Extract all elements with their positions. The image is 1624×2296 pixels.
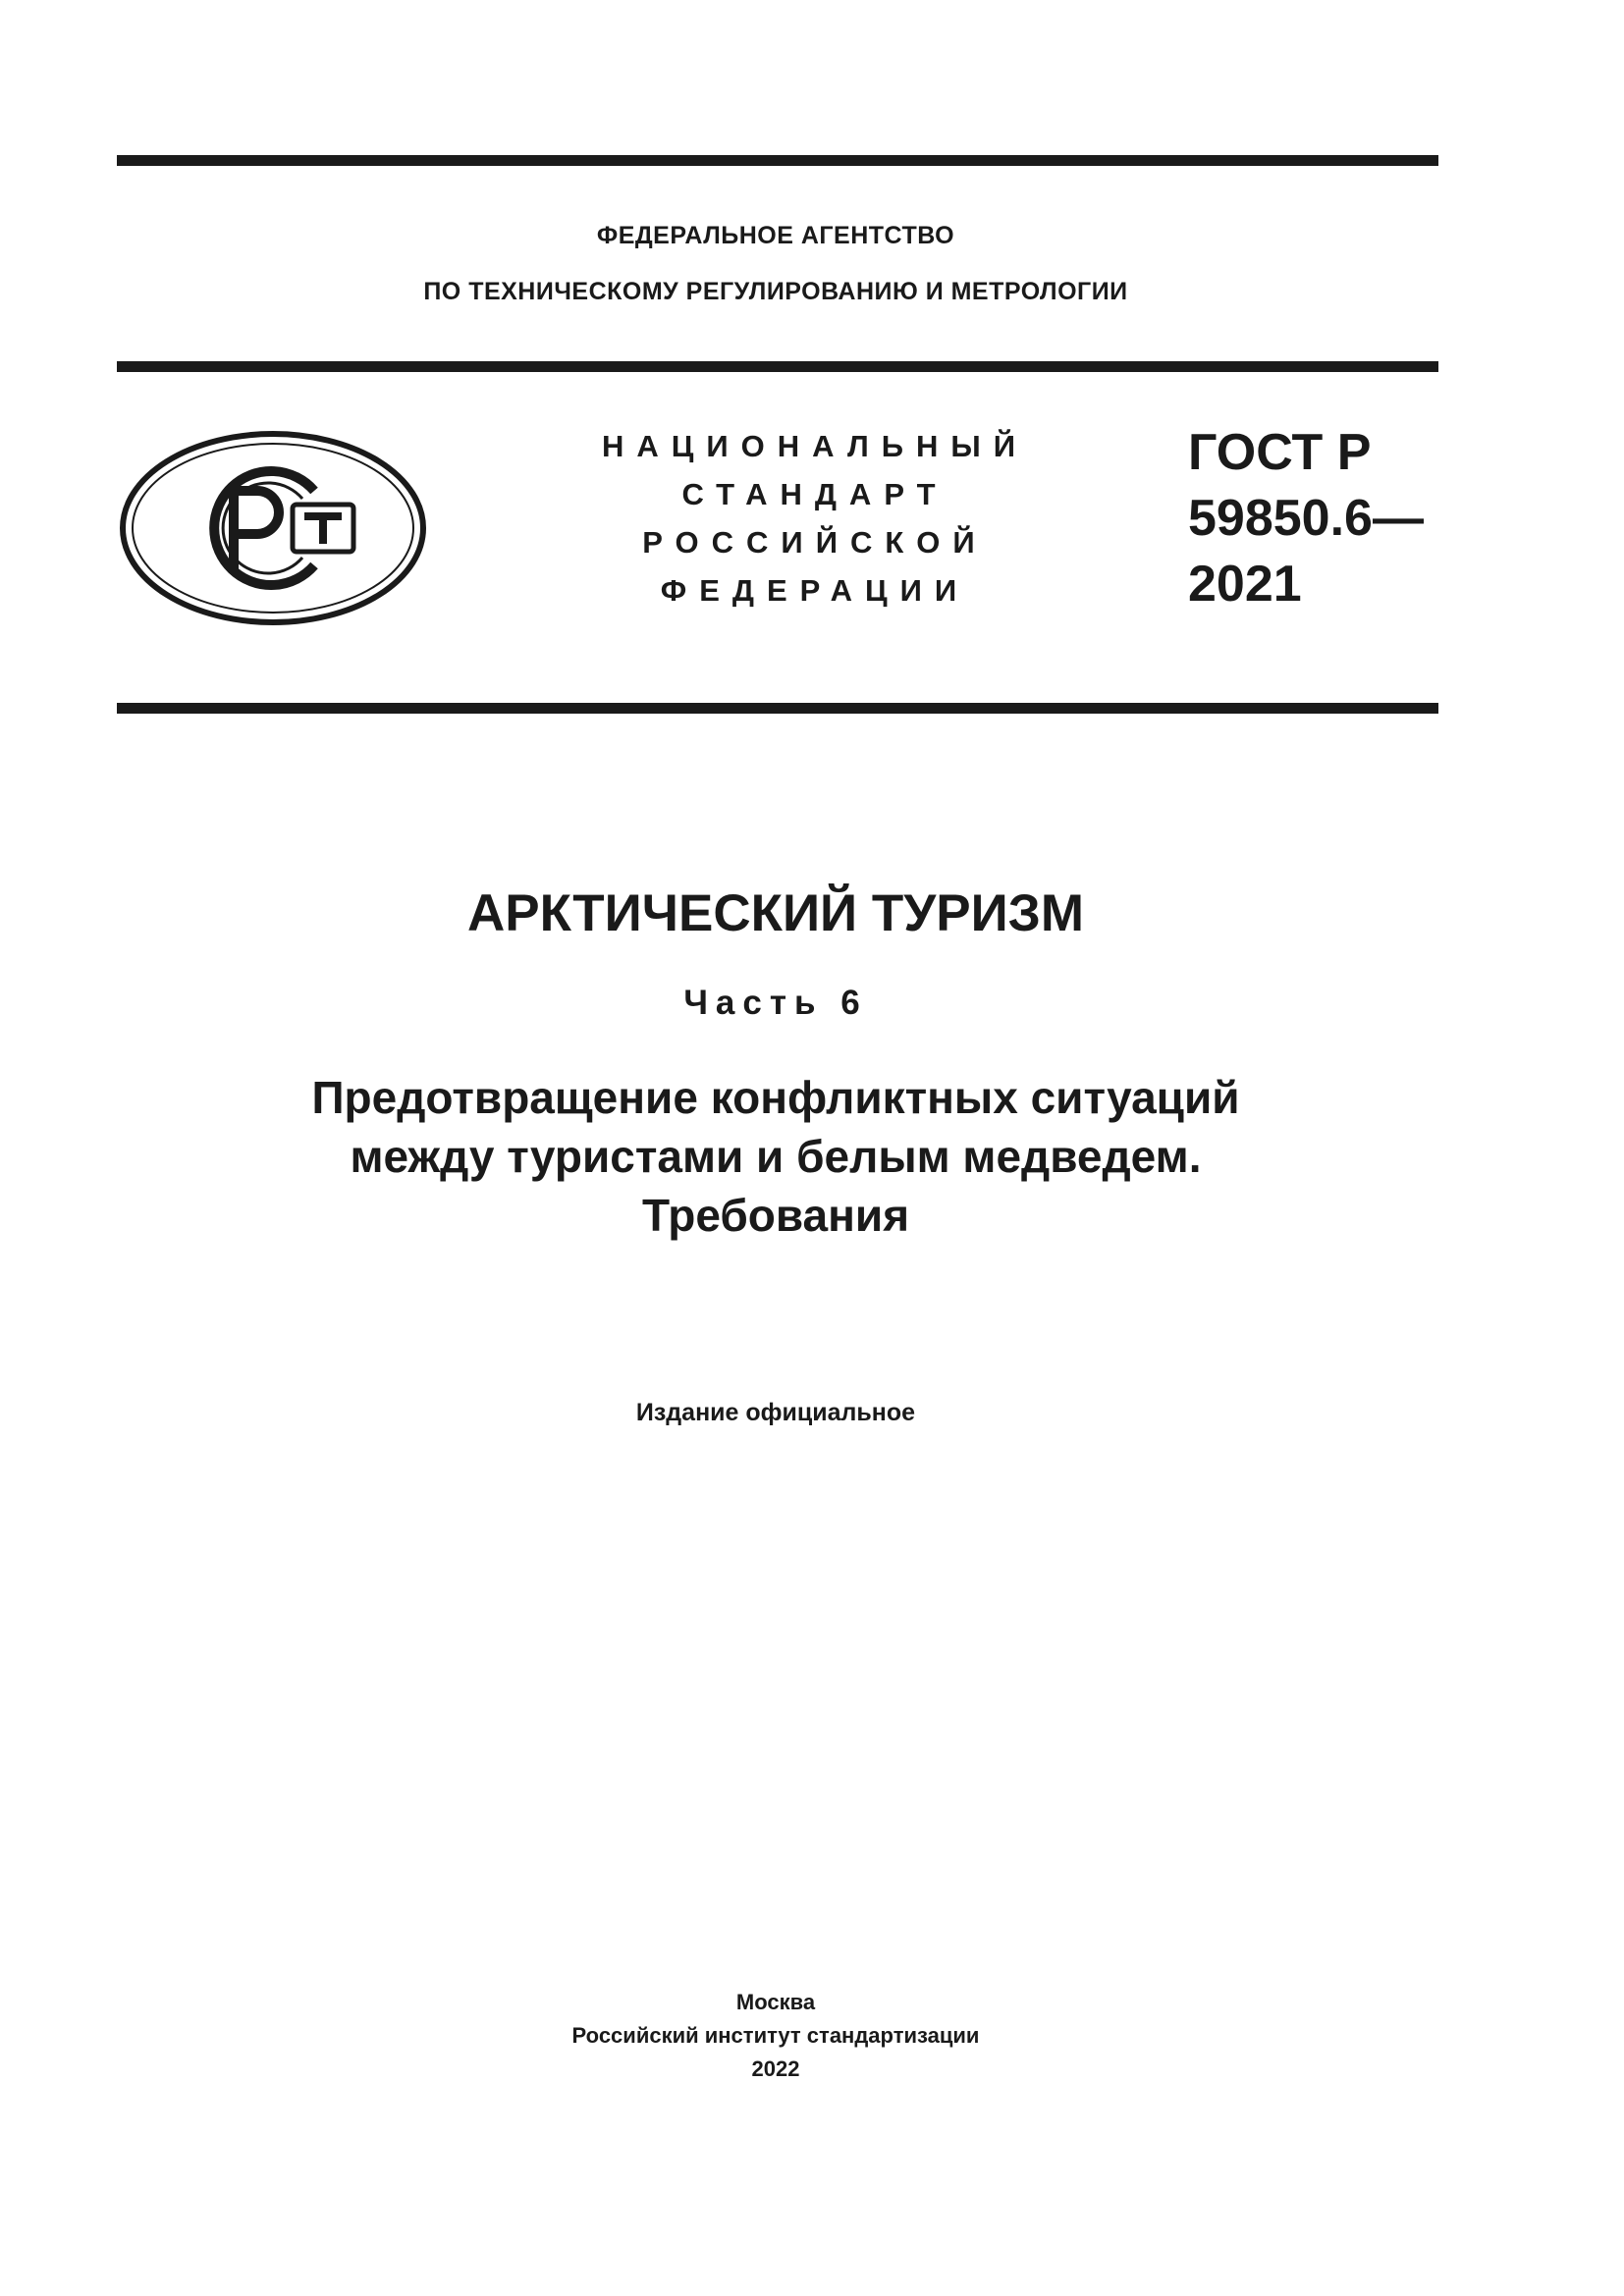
edition-label: Издание официальное — [635, 1399, 916, 1426]
national-standard-line-3: РОССИЙСКОЙ — [642, 525, 988, 560]
document-subtitle — [0, 1068, 1551, 1245]
rst-certification-mark-icon — [118, 430, 430, 630]
agency-line-2: ПО ТЕХНИЧЕСКОМУ РЕГУЛИРОВАНИЮ И МЕТРОЛОГИИ — [423, 278, 1128, 305]
imprint-city: Москва — [735, 1990, 816, 2014]
logo-bottom-rule — [117, 703, 1438, 714]
national-standard-line-1: НАЦИОНАЛЬНЫЙ — [601, 429, 1029, 463]
designation-line-2: 59850.6— — [1188, 490, 1424, 547]
document-part: Часть 6 — [683, 984, 868, 1022]
imprint-publisher: Российский институт стандартизации — [571, 2023, 980, 2048]
top-rule — [117, 155, 1438, 166]
national-standard-label — [550, 422, 1080, 614]
designation-line-3: 2021 — [1188, 556, 1302, 613]
imprint — [0, 1986, 1551, 2086]
subtitle-line-2: между туристами и белым медведем. — [350, 1131, 1202, 1182]
header-rule — [117, 361, 1438, 372]
standard-designation — [1188, 420, 1424, 617]
national-standard-line-2: СТАНДАРТ — [681, 477, 948, 511]
subtitle-line-1: Предотвращение конфликтных ситуаций — [311, 1072, 1240, 1123]
document-title: АРКТИЧЕСКИЙ ТУРИЗМ — [466, 884, 1085, 942]
designation-line-1: ГОСТ Р — [1188, 424, 1372, 481]
national-standard-line-4: ФЕДЕРАЦИИ — [660, 573, 970, 608]
subtitle-line-3: Требования — [641, 1190, 910, 1241]
agency-line-1: ФЕДЕРАЛЬНОЕ АГЕНТСТВО — [596, 222, 955, 249]
imprint-year: 2022 — [751, 2056, 800, 2081]
